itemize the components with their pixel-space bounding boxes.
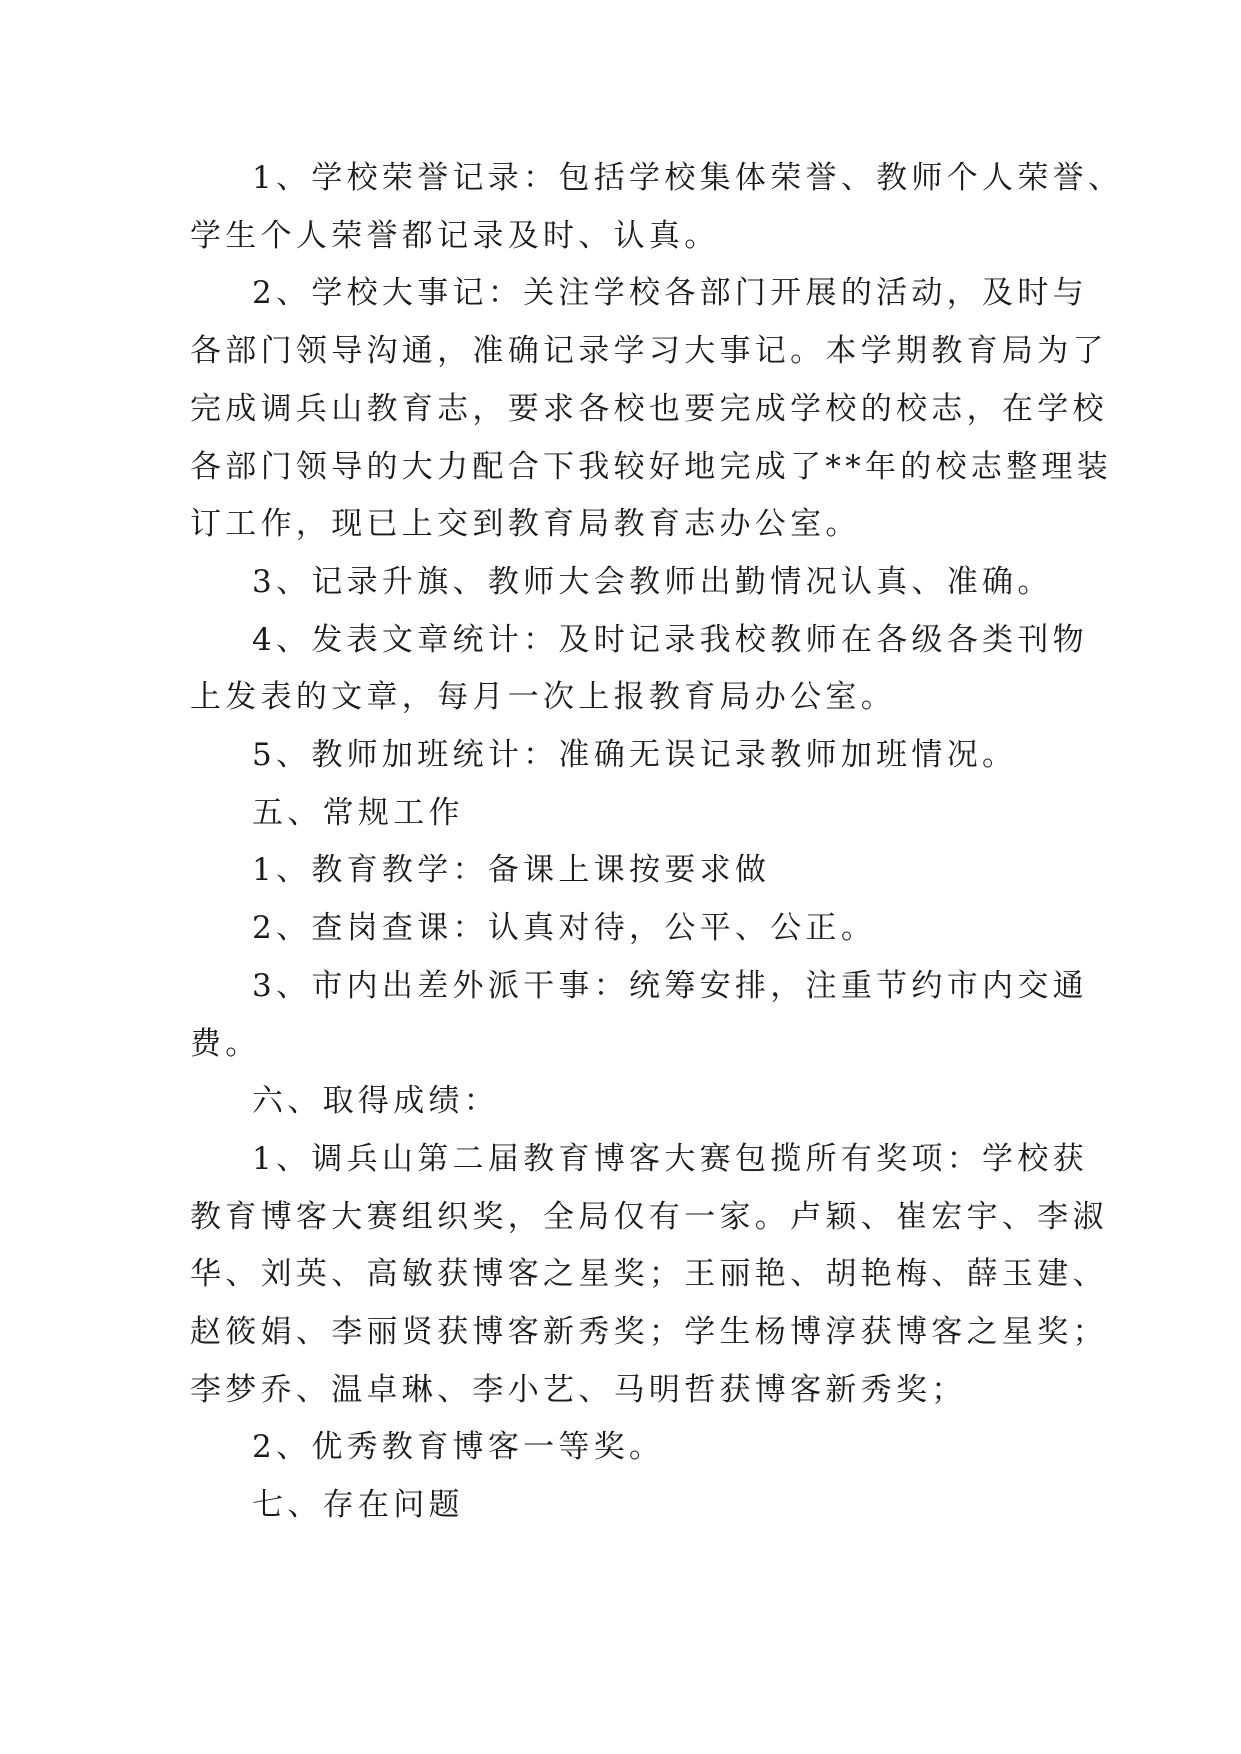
text-line: 六、取得成绩： bbox=[252, 1083, 500, 1120]
section-heading-achievements bbox=[190, 1073, 1070, 1131]
paragraph-school-events bbox=[190, 265, 1113, 554]
paragraph-attendance bbox=[190, 554, 1070, 612]
text-line: 2、学校大事记：关注学校各部门开展的活动，及时与 bbox=[252, 275, 1088, 312]
paragraph-blog-award bbox=[190, 1419, 1070, 1477]
text-line: 各部门领导沟通，准确记录学习大事记。本学期教育局为了 bbox=[190, 333, 1108, 370]
paragraph-school-honors bbox=[190, 150, 1124, 265]
paragraph-business-trips bbox=[190, 958, 1088, 1073]
text-line: 教育博客大赛组织奖，全局仅有一家。卢颖、崔宏宇、李淑 bbox=[190, 1198, 1108, 1235]
text-line: 学生个人荣誉都记录及时、认真。 bbox=[190, 217, 720, 254]
paragraph-teaching bbox=[190, 842, 1070, 900]
paragraph-blog-contest bbox=[190, 1131, 1108, 1420]
text-line: 五、常规工作 bbox=[252, 794, 464, 831]
text-line: 华、刘英、高敏获博客之星奖；王丽艳、胡艳梅、薛玉建、 bbox=[190, 1256, 1108, 1293]
paragraph-articles bbox=[190, 612, 1088, 727]
text-line: 完成调兵山教育志，要求各校也要完成学校的校志，在学校 bbox=[190, 390, 1108, 427]
text-line: 上发表的文章，每月一次上报教育局办公室。 bbox=[190, 679, 896, 716]
text-line: 七、存在问题 bbox=[252, 1487, 464, 1524]
text-line: 5、教师加班统计：准确无误记录教师加班情况。 bbox=[252, 737, 1018, 774]
section-heading-routine-work bbox=[190, 785, 1070, 843]
section-heading-problems bbox=[190, 1477, 1070, 1535]
text-line: 赵筱娟、李丽贤获博客新秀奖；学生杨博淳获博客之星奖； bbox=[190, 1314, 1108, 1351]
paragraph-overtime bbox=[190, 727, 1070, 785]
text-line: 3、记录升旗、教师大会教师出勤情况认真、准确。 bbox=[252, 563, 1053, 600]
text-line: 费。 bbox=[190, 1025, 261, 1062]
text-line: 订工作，现已上交到教育局教育志办公室。 bbox=[190, 506, 861, 543]
text-line: 3、市内出差外派干事：统筹安排，注重节约市内交通 bbox=[252, 967, 1088, 1004]
text-line: 1、调兵山第二届教育博客大赛包揽所有奖项：学校获 bbox=[252, 1140, 1088, 1177]
text-line: 2、查岗查课：认真对待，公平、公正。 bbox=[252, 910, 877, 947]
text-line: 4、发表文章统计：及时记录我校教师在各级各类刊物 bbox=[252, 621, 1088, 658]
text-line: 1、教育教学：备课上课按要求做 bbox=[252, 852, 771, 889]
document-page bbox=[190, 150, 1124, 1535]
text-line: 1、学校荣誉记录：包括学校集体荣誉、教师个人荣誉、 bbox=[252, 160, 1124, 196]
text-line: 各部门领导的大力配合下我较好地完成了**年的校志整理装 bbox=[190, 448, 1113, 485]
paragraph-inspection bbox=[190, 900, 1070, 958]
text-line: 李梦乔、温卓琳、李小艺、马明哲获博客新秀奖； bbox=[190, 1371, 967, 1408]
text-line: 2、优秀教育博客一等奖。 bbox=[252, 1429, 665, 1466]
